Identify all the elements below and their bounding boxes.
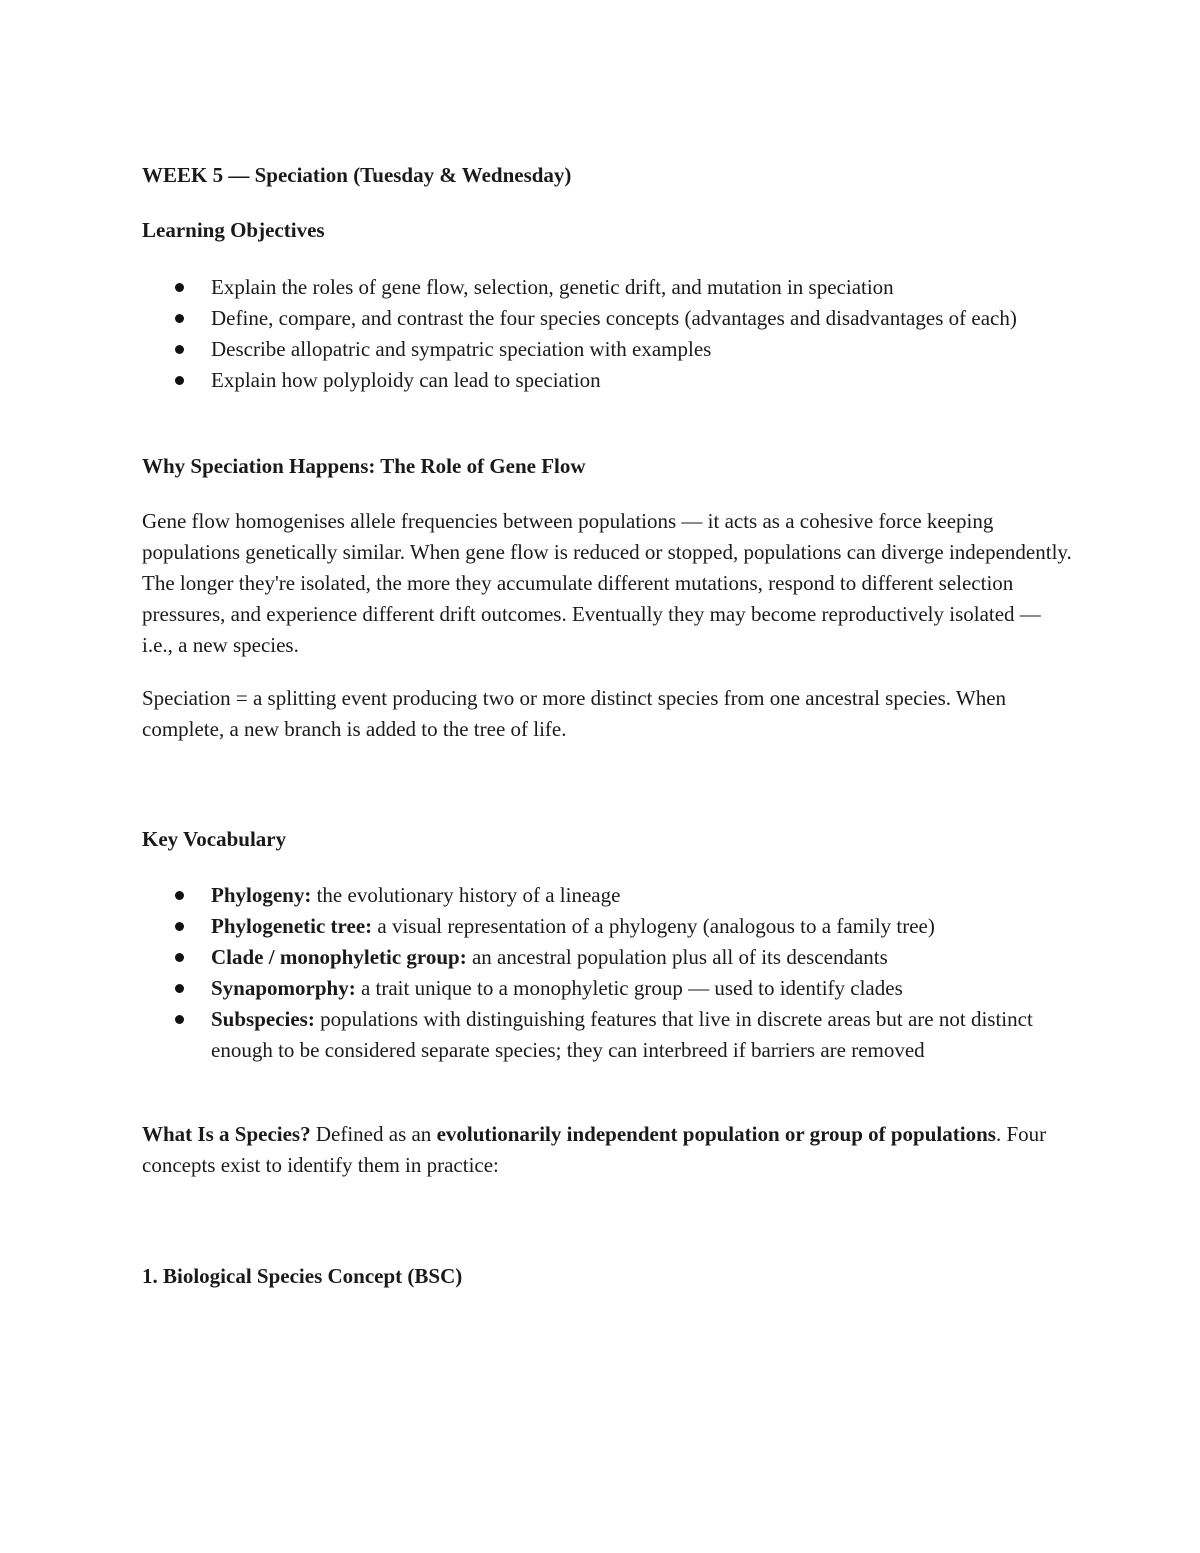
objective-text: Explain the roles of gene flow, selection, genetic drift, and mutation in speciation [211,275,894,299]
objective-text: Explain how polyploidy can lead to speciation [211,368,601,392]
vocab-definition: the evolutionary history of a lineage [311,883,621,907]
learning-objectives-list [142,272,1072,396]
bsc-heading: 1. Biological Species Concept (BSC) [142,1264,463,1288]
bullet-icon [175,984,184,993]
vocabulary-list [142,880,1072,1066]
bullet-icon [175,1015,184,1024]
species-text: . Four concepts exist to identify them in practice: [142,1122,1047,1177]
key-vocabulary-heading: Key Vocabulary [142,827,287,851]
document-page [142,160,1072,1292]
bullet-icon [175,345,184,354]
vocab-definition: a trait unique to a monophyletic group — used to identify clades [355,976,903,1000]
vocab-term: Subspecies: [211,1007,315,1031]
list-item [142,973,1072,1004]
bullet-icon [175,376,184,385]
species-question: What Is a Species? [142,1122,311,1146]
document-title: WEEK 5 — Speciation (Tuesday & Wednesday) [142,163,572,187]
vocab-definition: an ancestral population plus all of its descendants [466,945,888,969]
vocab-definition: populations with distinguishing features that live in discrete areas but are not distinct enough to be considered separate species; they can interbreed if barriers are removed [211,1007,1033,1062]
bullet-icon [175,922,184,931]
list-item [142,303,1072,334]
vocab-term: Synapomorphy: [211,976,356,1000]
list-item [142,334,1072,365]
list-item [142,880,1072,911]
vocab-term: Phylogeny: [211,883,312,907]
species-bold-phrase: evolutionarily independent population or group of populations [436,1122,996,1146]
list-item [142,365,1072,396]
bullet-icon [175,283,184,292]
vocab-term: Phylogenetic tree: [211,914,373,938]
vocab-term: Clade / monophyletic group: [211,945,467,969]
objective-text: Define, compare, and contrast the four species concepts (advantages and disadvantages of each) [211,306,1017,330]
bullet-icon [175,891,184,900]
list-item [142,272,1072,303]
list-item [142,1004,1072,1066]
list-item [142,942,1072,973]
learning-objectives-heading: Learning Objectives [142,218,325,242]
objective-text: Describe allopatric and sympatric speciation with examples [211,337,712,361]
species-text: Defined as an [310,1122,437,1146]
speciation-definition: Speciation = a splitting event producing two or more distinct species from one ancestral species. When complete, a new branch is added to the tree of life. [142,686,1007,741]
gene-flow-heading: Why Speciation Happens: The Role of Gene Flow [142,454,586,478]
bullet-icon [175,314,184,323]
species-definition [142,1119,1072,1181]
vocab-definition: a visual representation of a phylogeny (analogous to a family tree) [372,914,935,938]
list-item [142,911,1072,942]
bullet-icon [175,953,184,962]
gene-flow-paragraph: Gene flow homogenises allele frequencies between populations — it acts as a cohesive force keeping populations genetically similar. When gene flow is reduced or stopped, populations can diverge independently. The longer they're isolated, the more they accumulate different mutations, respond to different selection pressures, and experience different drift outcomes. Eventually they may become reproductively isolated — i.e., a new species. [142,509,1072,657]
